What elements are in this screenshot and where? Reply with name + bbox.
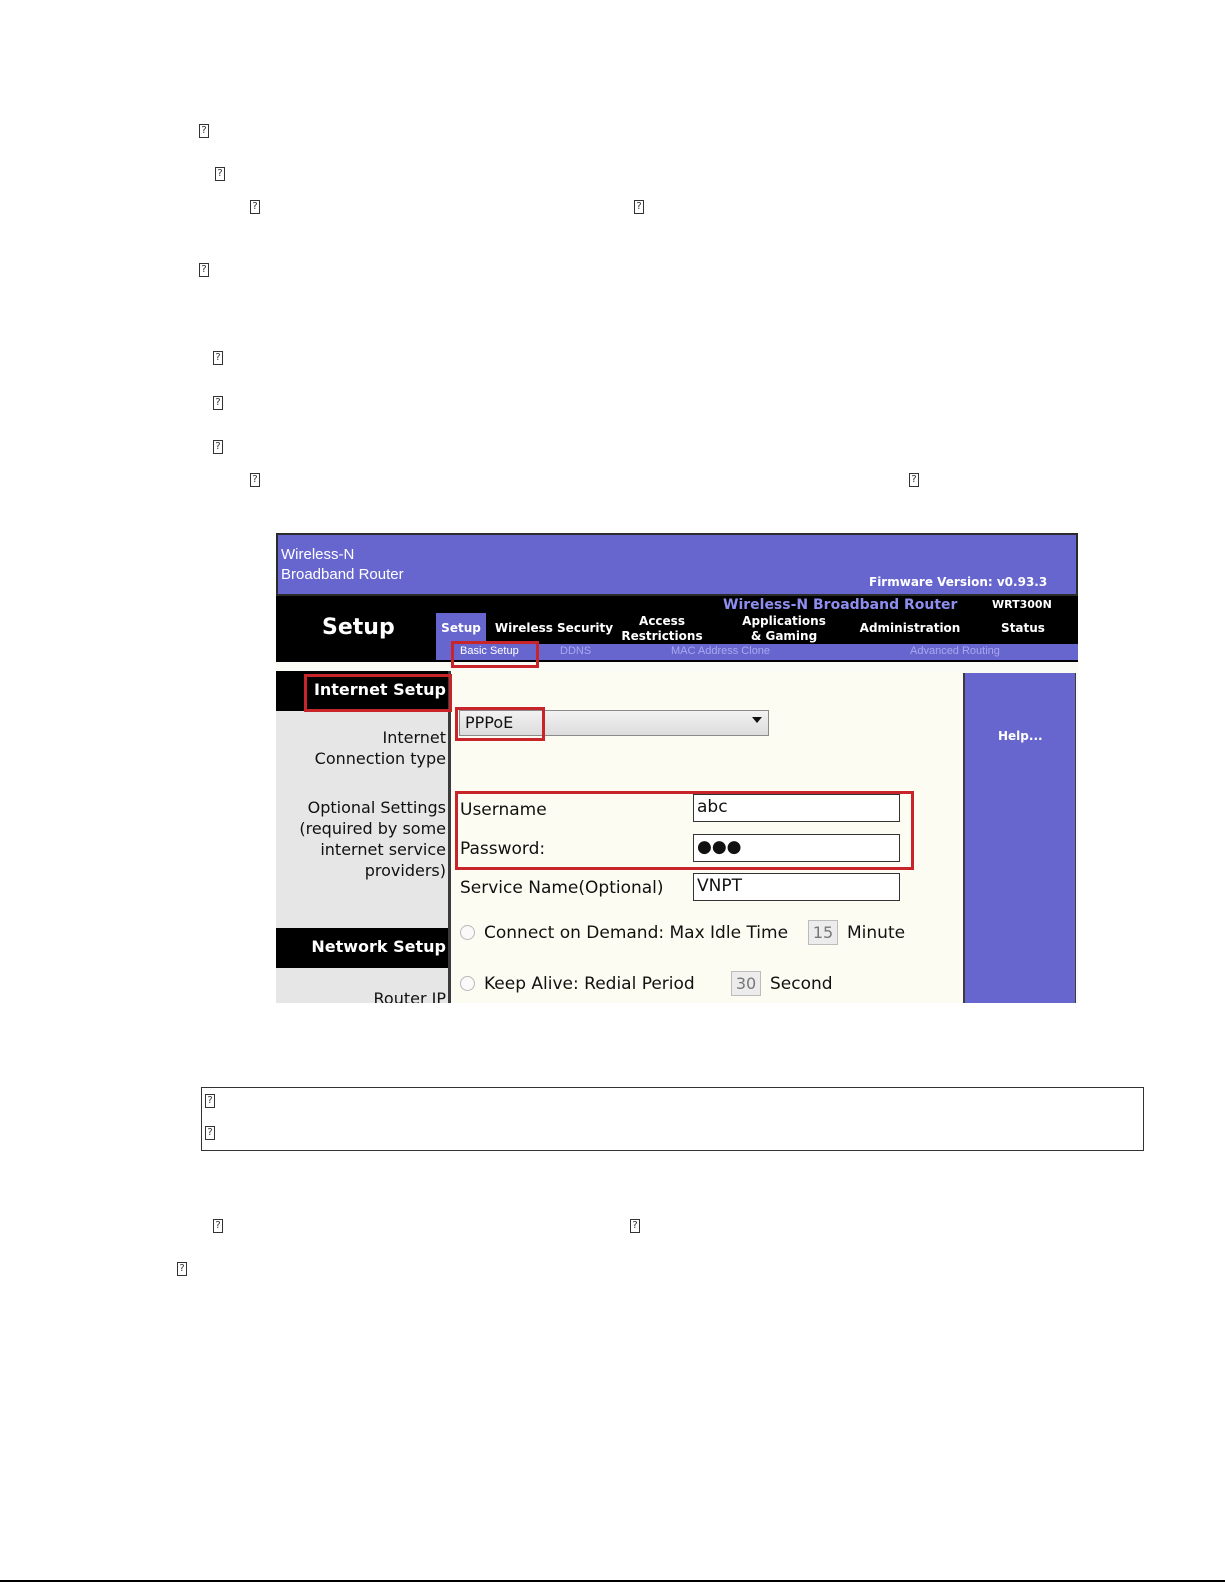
subnav-mac-address-clone[interactable]: MAC Address Clone [671, 645, 771, 657]
tab-label-line: Applications [742, 614, 826, 628]
subnav-advanced-routing[interactable]: Advanced Routing [910, 645, 1000, 657]
product-line-1: Wireless-N [281, 546, 355, 563]
router-screenshot [276, 533, 1078, 1003]
chevron-down-icon[interactable] [752, 717, 762, 723]
redial-period-input[interactable]: 30 [731, 971, 761, 996]
tab-label-line: & Gaming [750, 629, 818, 643]
label-line: internet service [320, 840, 446, 859]
tab-administration[interactable]: Administration [859, 621, 961, 635]
missing-glyph: ? [250, 200, 260, 214]
note-box [201, 1087, 1144, 1151]
help-link[interactable]: Help... [998, 729, 1043, 743]
missing-glyph: ? [205, 1126, 215, 1140]
help-panel [963, 673, 1076, 1003]
page-bottom-rule [0, 1580, 1225, 1582]
username-input[interactable]: abc [693, 794, 900, 822]
tab-label-line: Restrictions [621, 629, 703, 643]
missing-glyph: ? [177, 1262, 187, 1276]
label-line: Optional Settings [307, 798, 446, 817]
missing-glyph: ? [215, 167, 225, 181]
missing-glyph: ? [213, 1219, 223, 1233]
label-line: (required by some [299, 819, 446, 838]
service-name-input[interactable]: VNPT [693, 873, 900, 901]
tab-access-restrictions[interactable] [617, 614, 707, 644]
router-product-name [281, 545, 404, 585]
connect-on-demand-label: Connect on Demand: Max Idle Time [484, 923, 789, 943]
page-title: Setup [322, 615, 395, 640]
label-line: Connection type [314, 749, 446, 768]
connect-on-demand-radio[interactable] [460, 925, 475, 940]
password-label: Password: [460, 839, 546, 859]
section-network-setup: Network Setup [276, 928, 448, 968]
tab-wireless-security[interactable]: Wireless Security [494, 621, 614, 635]
label-line: providers) [364, 861, 446, 880]
missing-glyph: ? [213, 351, 223, 365]
missing-glyph: ? [630, 1219, 640, 1233]
section-internet-setup: Internet Setup [276, 671, 448, 711]
missing-glyph: ? [205, 1094, 215, 1108]
missing-glyph: ? [909, 473, 919, 487]
missing-glyph: ? [199, 263, 209, 277]
tab-applications-gaming[interactable] [734, 614, 834, 644]
idle-time-unit: Minute [847, 923, 906, 943]
label-router-ip: Router IP [373, 989, 446, 1003]
product-line-2: Broadband Router [281, 566, 404, 583]
redial-period-unit: Second [770, 974, 833, 994]
router-subtitle: Wireless-N Broadband Router [723, 597, 958, 613]
keep-alive-label: Keep Alive: Redial Period [484, 974, 695, 994]
service-name-label: Service Name(Optional) [460, 878, 664, 898]
tab-status[interactable]: Status [1001, 621, 1045, 635]
tab-setup[interactable]: Setup [436, 613, 486, 644]
connection-type-value: PPPoE [465, 713, 514, 732]
label-connection-type [315, 727, 446, 769]
keep-alive-radio[interactable] [460, 976, 475, 991]
router-model: WRT300N [992, 598, 1052, 611]
max-idle-time-input[interactable]: 15 [808, 920, 838, 945]
subnav-ddns[interactable]: DDNS [560, 645, 592, 657]
missing-glyph: ? [213, 396, 223, 410]
tab-label-line: Access [639, 614, 685, 628]
username-label: Username [460, 800, 547, 820]
password-input[interactable]: ●●● [693, 834, 900, 862]
missing-glyph: ? [250, 473, 260, 487]
subnav-basic-setup[interactable]: Basic Setup [460, 645, 519, 657]
firmware-version: Firmware Version: v0.93.3 [869, 575, 1048, 589]
missing-glyph: ? [199, 124, 209, 138]
missing-glyph: ? [634, 200, 644, 214]
label-line: Internet [382, 728, 446, 747]
missing-glyph: ? [213, 440, 223, 454]
label-optional-settings [299, 797, 446, 881]
